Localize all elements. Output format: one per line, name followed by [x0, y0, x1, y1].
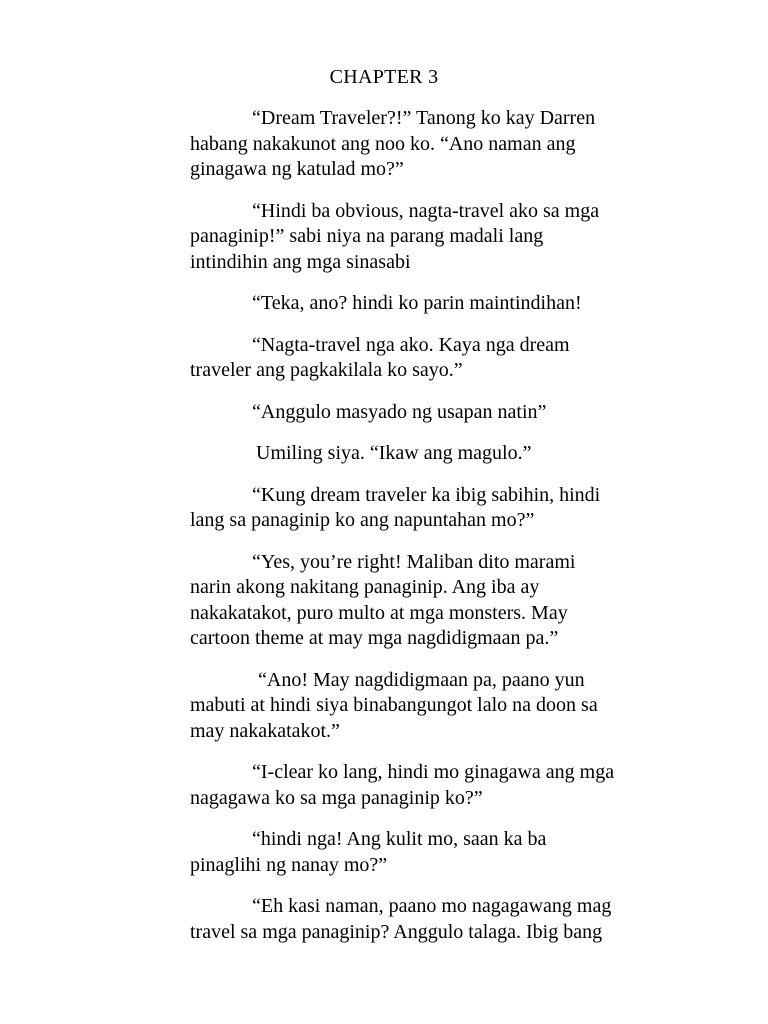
- paragraph-8: [190, 550, 710, 652]
- paragraph-line: intindihin ang mga sinasabi: [190, 250, 411, 273]
- paragraph-6: [190, 441, 710, 467]
- paragraph-line: “Dream Traveler?!” Tanong ko kay Darren: [252, 107, 596, 129]
- paragraph-line: pinaglihi ng nanay mo?”: [190, 853, 388, 876]
- paragraph-line: Umiling siya. “Ikaw ang magulo.”: [256, 442, 532, 464]
- paragraph-line: lang sa panaginip ko ang napuntahan mo?”: [190, 509, 535, 531]
- paragraph-line: “Nagta-travel nga ako. Kaya nga dream: [252, 333, 570, 356]
- paragraph-1: [190, 106, 710, 183]
- paragraph-3: [190, 291, 710, 317]
- paragraph-7: [190, 483, 710, 534]
- paragraph-line: ginagawa ng katulad mo?”: [190, 158, 404, 180]
- paragraph-line: “Hindi ba obvious, nagta-travel ako sa mga: [252, 199, 600, 222]
- paragraph-line: may nakakatakot.”: [190, 719, 340, 742]
- paragraph-line: “I-clear ko lang, hindi mo ginagawa ang mga: [252, 761, 615, 783]
- paragraph-line: traveler ang pagkakilala ko sayo.”: [190, 359, 463, 381]
- paragraph-line: habang nakakunot ang noo ko. “Ano naman ang: [190, 132, 576, 155]
- paragraph-4: [190, 333, 710, 384]
- paragraph-line: narin akong nakitang panaginip. Ang iba ay: [190, 576, 540, 598]
- paragraph-line: “Kung dream traveler ka ibig sabihin, hindi: [252, 483, 601, 506]
- paragraph-5: [190, 400, 710, 426]
- paragraph-line: “Anggulo masyado ng usapan natin”: [252, 400, 547, 423]
- paragraph-line: mabuti at hindi siya binabangungot lalo na doon sa: [190, 694, 598, 716]
- paragraph-line: “Ano! May nagdidigmaan pa, paano yun: [258, 668, 585, 691]
- paragraph-12: [190, 894, 710, 945]
- paragraph-11: [190, 827, 710, 878]
- paragraph-line: “Eh kasi naman, paano mo nagagawang mag: [252, 895, 612, 917]
- paragraph-10: [190, 760, 710, 811]
- paragraph-line: nakakatakot, puro multo at mga monsters. May: [190, 601, 568, 624]
- chapter-title: CHAPTER 3: [329, 66, 439, 88]
- paragraph-line: nagagawa ko sa mga panaginip ko?”: [190, 786, 483, 809]
- paragraph-9: [190, 668, 710, 745]
- paragraph-line: “hindi nga! Ang kulit mo, saan ka ba: [252, 828, 547, 850]
- paragraph-line: “Yes, you’re right! Maliban dito marami: [252, 550, 576, 573]
- paragraph-line: cartoon theme at may mga nagdidigmaan pa.”: [190, 627, 559, 649]
- paragraph-2: [190, 199, 710, 276]
- paragraph-line: travel sa mga panaginip? Anggulo talaga. Ibig bang: [190, 920, 603, 943]
- paragraph-line: “Teka, ano? hindi ko parin maintindihan!: [252, 292, 582, 314]
- paragraph-line: panaginip!” sabi niya na parang madali lang: [190, 225, 544, 247]
- chapter-body: [190, 106, 710, 961]
